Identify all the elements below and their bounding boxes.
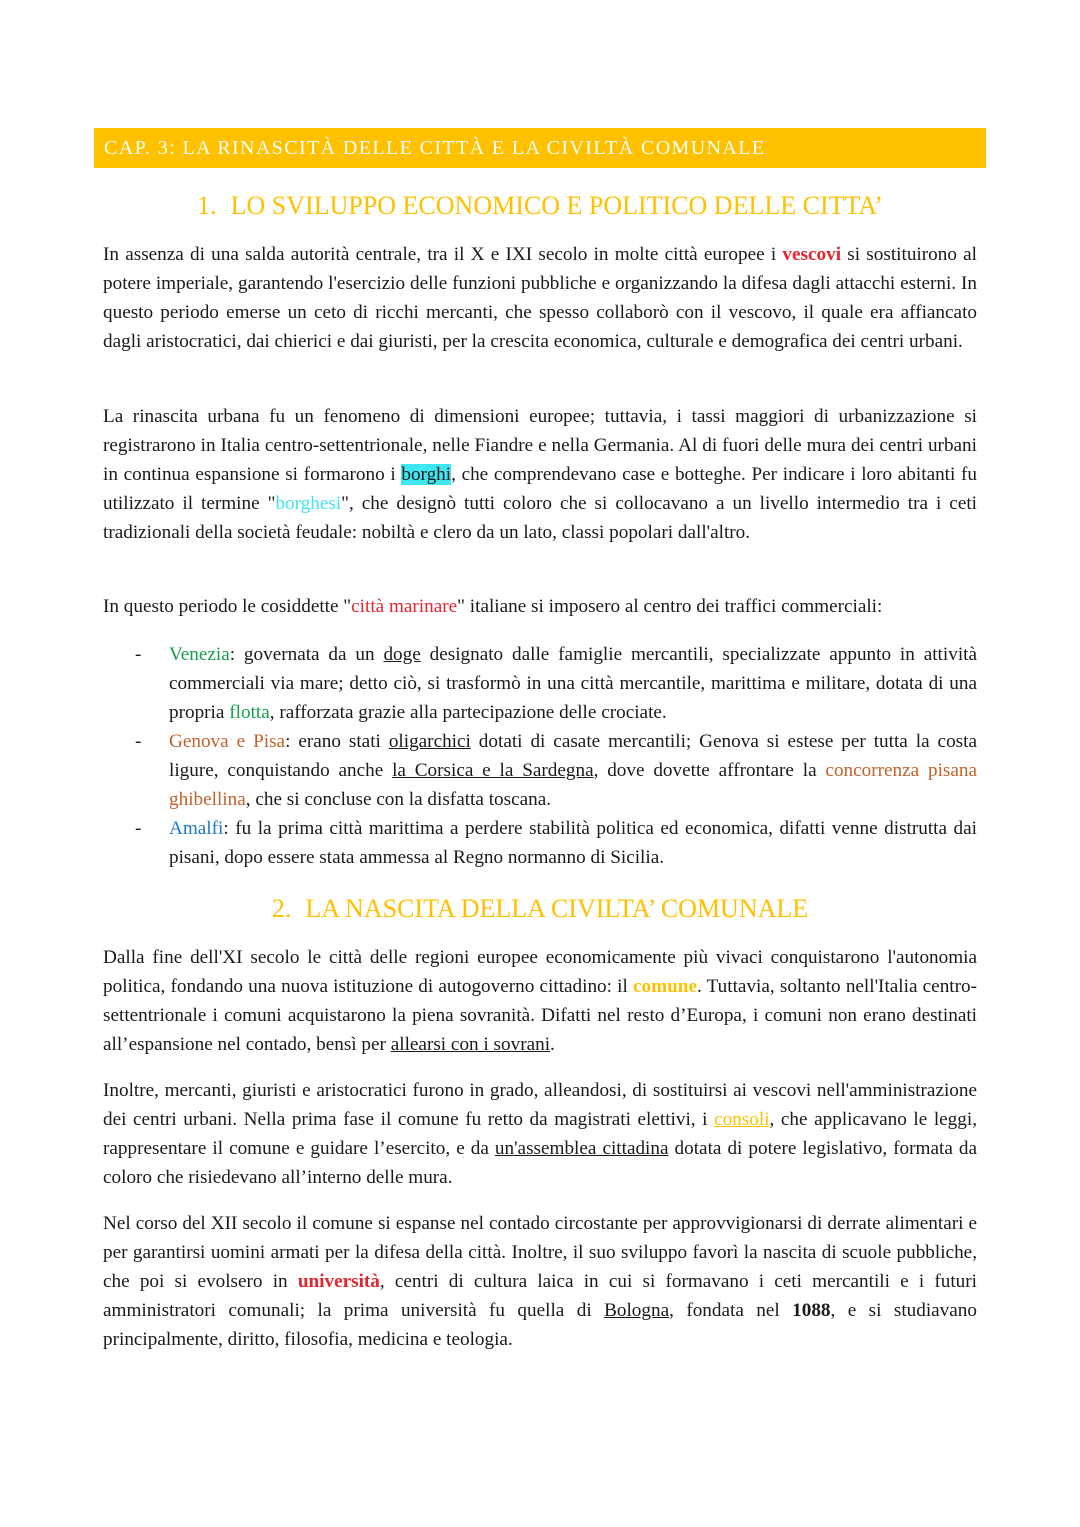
section-2-paragraph-2: Inoltre, mercanti, giuristi e aristocratici furono in grado, alleandosi, di sostituirsi ai vescovi nell'amministrazione dei centri urbani. Nella prima fase il comune fu retto da magistrati elettivi, i consoli, che applicavano le leggi, rappresentare il comune e guidare l’esercito, e da un'assemblea cittadina dotata di potere legislativo, formata da coloro che risiedevano all’interno delle mura.: [103, 1080, 977, 1188]
section-2-paragraph-1: Dalla fine dell'XI secolo le città delle regioni europee economicamente più vivaci conquistarono l'autonomia politica, fondando una nuova istituzione di autogoverno cittadino: il comune. Tuttavia, soltanto nell'Italia centro-settentrionale i comuni acquistarono la piena sovranità. Difatti nel resto d’Europa, i comuni non erano destinati all’espansione nel contado, bensì per allearsi con i sovrani.: [103, 947, 977, 1055]
keyword-doge: doge: [383, 644, 421, 665]
keyword-universita: università: [297, 1271, 380, 1292]
section-2-title: LA NASCITA DELLA CIVILTA’ COMUNALE: [305, 894, 809, 923]
section-1-number: 1.: [197, 191, 217, 220]
section-1-paragraph-3: In questo periodo le cosiddette "città marinare" italiane si imposero al centro dei traffici commerciali:: [103, 596, 883, 617]
keyword-consoli: consoli: [714, 1109, 770, 1130]
section-2-heading: [0, 893, 1080, 925]
section-1-heading: [0, 190, 1080, 222]
section-2-number: 2.: [271, 894, 292, 923]
city-venezia: Venezia: [169, 644, 230, 665]
keyword-1088: 1088: [792, 1300, 831, 1321]
keyword-comune: comune: [633, 976, 697, 997]
keyword-bologna: Bologna: [604, 1300, 670, 1321]
list-item-venezia: - Venezia: governata da un doge designato dalle famiglie mercantili, specializzate appunto in attività commerciali via mare; detto ciò, si trasformò in una città mercantile, marittima e militare, dotata di una propria flotta, rafforzata grazie alla partecipazione delle crociate.: [135, 644, 977, 723]
chapter-banner: [94, 128, 986, 168]
section-1-title: LO SVILUPPO ECONOMICO E POLITICO DELLE CITTA’: [230, 191, 883, 220]
list-item-genova-pisa: - Genova e Pisa: erano stati oligarchici dotati di casate mercantili; Genova si estese per tutta la costa ligure, conquistando anche la Corsica e la Sardegna, dove dovette affrontare la concorrenza pisana ghibellina, che si concluse con la disfatta toscana.: [135, 731, 977, 810]
keyword-borghesi: borghesi: [275, 493, 342, 514]
keyword-citta-marinare: città marinare: [351, 596, 458, 617]
chapter-title: CAP. 3: LA RINASCITÀ DELLE CITTÀ E LA CIVILTÀ COMUNALE: [104, 137, 766, 159]
keyword-assemblea: un'assemblea cittadina: [494, 1138, 669, 1159]
keyword-flotta: flotta: [229, 702, 270, 723]
city-amalfi: Amalfi: [169, 818, 224, 839]
keyword-borghi: borghi: [401, 464, 452, 485]
keyword-oligarchici: oligarchici: [388, 731, 471, 752]
keyword-corsica-sardegna: la Corsica e la Sardegna: [392, 760, 594, 781]
city-genova-pisa: Genova e Pisa: [169, 731, 286, 752]
keyword-allearsi: allearsi con i sovrani: [390, 1034, 551, 1055]
section-1-paragraph-1: In assenza di una salda autorità centrale, tra il X e IXI secolo in molte città europee i vescovi si sostituirono al potere imperiale, garantendo l'esercizio delle funzioni pubbliche e organizzando la difesa dagli attacchi esterni. In questo periodo emerse un ceto di ricchi mercanti, che spesso collaborò con il vescovo, il quale era affiancato dagli aristocratici, dai chierici e dai giuristi, per la crescita economica, culturale e demografica dei centri urbani.: [103, 244, 977, 352]
list-item-amalfi: - Amalfi: fu la prima città marittima a perdere stabilità politica ed economica, difatti venne distrutta dai pisani, dopo essere stata ammessa al Regno normanno di Sicilia.: [135, 818, 977, 868]
keyword-concorrenza-pisana: concorrenza pisana ghibellina: [169, 760, 977, 810]
section-2-paragraph-3: Nel corso del XII secolo il comune si espanse nel contado circostante per approvvigionarsi di derrate alimentari e per garantirsi uomini armati per la difesa della città. Inoltre, il suo sviluppo favorì la nascita di scuole pubbliche, che poi si evolsero in università, centri di cultura laica in cui si formavano i ceti mercantili e i futuri amministratori comunali; la prima università fu quella di Bologna, fondata nel 1088, e si studiavano principalmente, diritto, filosofia, medicina e teologia.: [103, 1213, 977, 1350]
section-1-paragraph-2: La rinascita urbana fu un fenomeno di dimensioni europee; tuttavia, i tassi maggiori di urbanizzazione si registrarono in Italia centro-settentrionale, nelle Fiandre e nella Germania. Al di fuori delle mura dei centri urbani in continua espansione si formarono i borghi, che comprendevano case e botteghe. Per indicare i loro abitanti fu utilizzato il termine "borghesi", che designò tutti coloro che si collocavano a un livello intermedio tra i ceti tradizionali della società feudale: nobiltà e clero da un lato, classi popolari dall'altro.: [103, 406, 977, 543]
maritime-cities-list: [103, 640, 977, 872]
keyword-vescovi: vescovi: [782, 244, 842, 265]
